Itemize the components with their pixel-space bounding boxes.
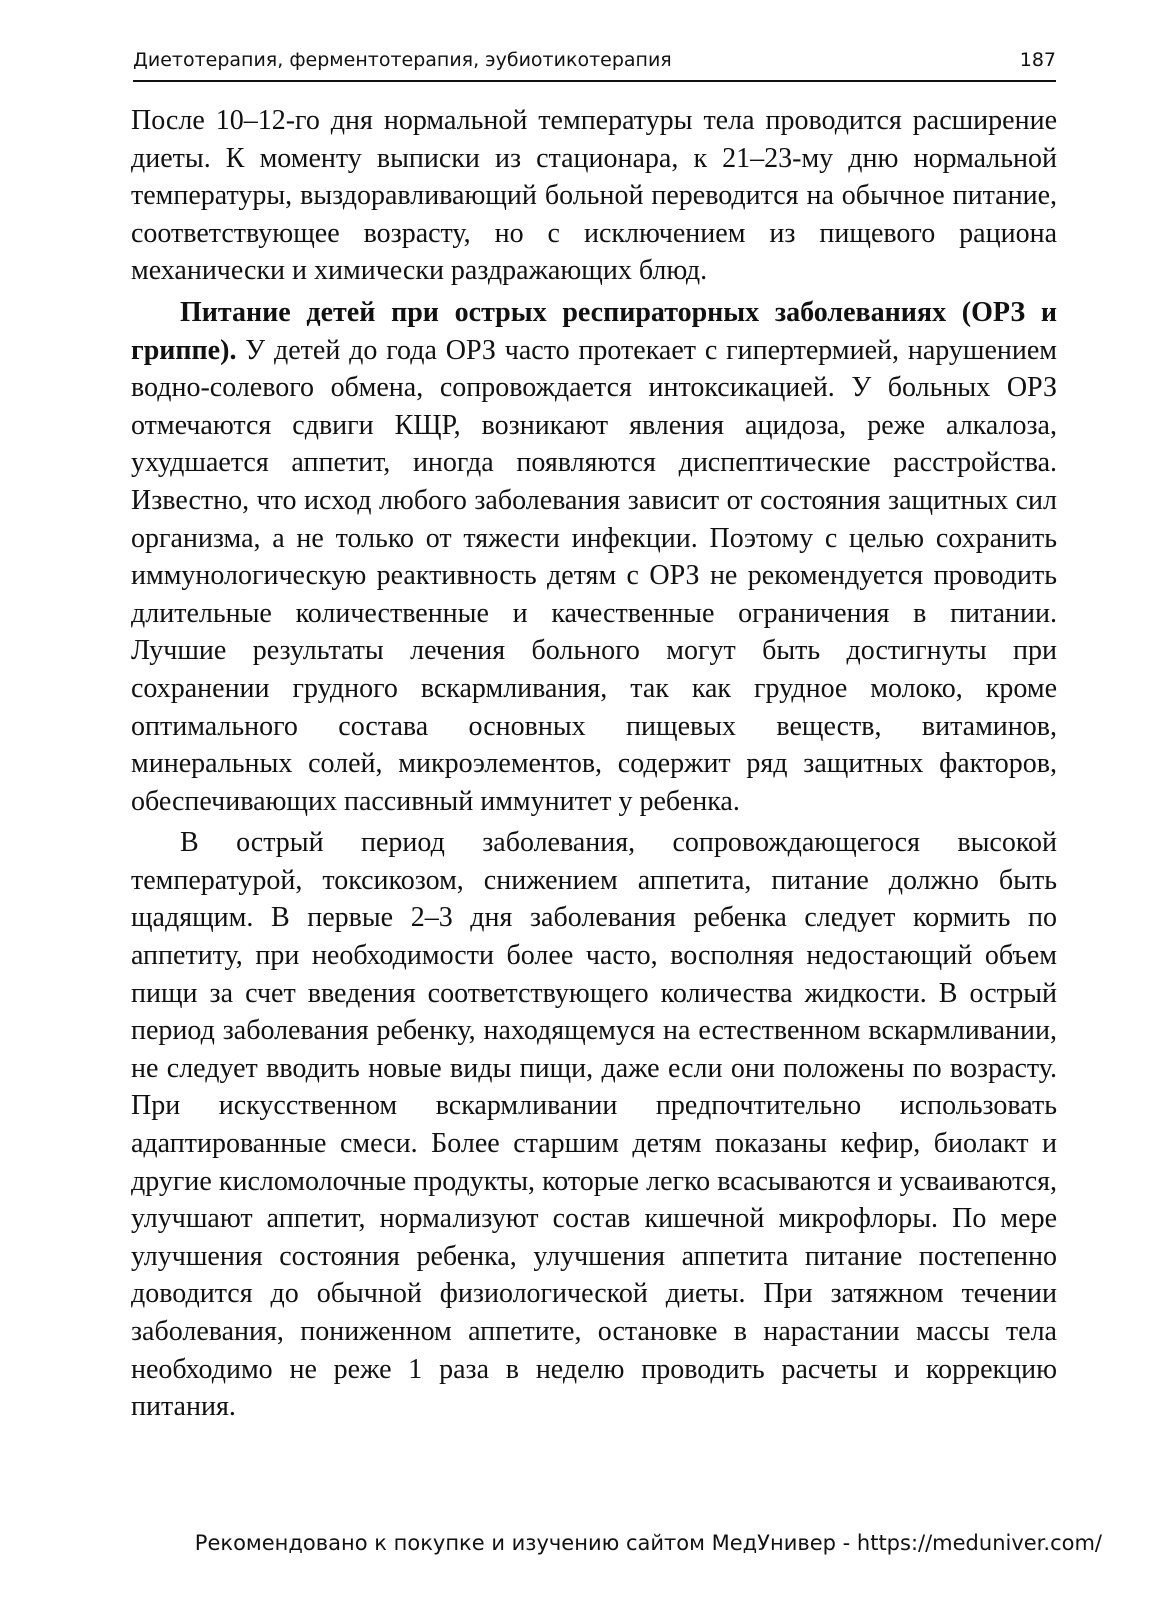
footer-recommendation: Рекомендовано к покупке и изучению сайтом МедУнивер - https://meduniver.com/ <box>194 1531 1102 1555</box>
paragraph-acute-period <box>131 824 1057 1426</box>
paragraph-diet-expansion <box>131 102 1057 290</box>
paragraph-text: У детей до года ОРЗ часто протекает с гипертермией, нарушением водно-солевого обмена, сопровождается интоксикацией. У больных ОРЗ отмечаются сдвиги КЩР, возникают явления ацидоза, реже алкалоза, ухудшается аппетит, иногда появляются диспептические расстройства. Известно, что исход любого заболевания зависит от состояния защитных сил организма, а не только от тяжести инфекции. Поэтому с целью сохранить иммунологическую реактивность детям с ОРЗ не рекомендуется проводить длительные количественные и качественные ограничения в питании. Лучшие результаты лечения больного могут быть достигнуты при сохранении грудного вскармливания, так как грудное молоко, кроме оптимального состава основных пищевых веществ, витаминов, минеральных солей, микроэлементов, содержит ряд защитных факторов, обеспечивающих пассивный иммунитет у ребенка. <box>131 334 1057 817</box>
running-header <box>133 44 1056 82</box>
section-heading: Питание детей при острых респираторных заболеваниях (ОРЗ и гриппе). <box>131 296 1057 366</box>
paragraph-text: После 10–12-го дня нормальной температуры тела проводится расширение диеты. К моменту выписки из стационара, к 21–23-му дню нормальной температуры, выздоравливающий больной переводится на обычное питание, соответствующее возрасту, но с исключением из пищевого рациона механически и химически раздражающих блюд. <box>131 105 1057 287</box>
paragraph-ari-nutrition <box>131 294 1057 820</box>
running-header-title: Диетотерапия, ферментотерапия, эубиотикотерапия <box>133 49 672 71</box>
body-text <box>131 102 1057 1430</box>
page-number: 187 <box>1019 49 1056 71</box>
paragraph-text: В острый период заболевания, сопровождающегося высокой температурой, токсикозом, снижением аппетита, питание должно быть щадящим. В первые 2–3 дня заболевания ребенка следует кормить по аппетиту, при необходимости более часто, восполняя недостающий объем пищи за счет введения соответствующего количества жидкости. В острый период заболевания ребенку, находящемуся на естественном вскармливании, не следует вводить новые виды пищи, даже если они положены по возрасту. При искусственном вскармливании предпочтительно использовать адаптированные смеси. Более старшим детям показаны кефир, биолакт и другие кисломолочные продукты, которые легко всасываются и усваиваются, улучшают аппетит, нормализуют состав кишечной микрофлоры. По мере улучшения состояния ребенка, улучшения аппетита питание постепенно доводится до обычной физиологической диеты. При затяжном течении заболевания, пониженном аппетите, остановке в нарастании массы тела необходимо не реже 1 раза в неделю проводить расчеты и коррекцию питания. <box>131 827 1057 1423</box>
